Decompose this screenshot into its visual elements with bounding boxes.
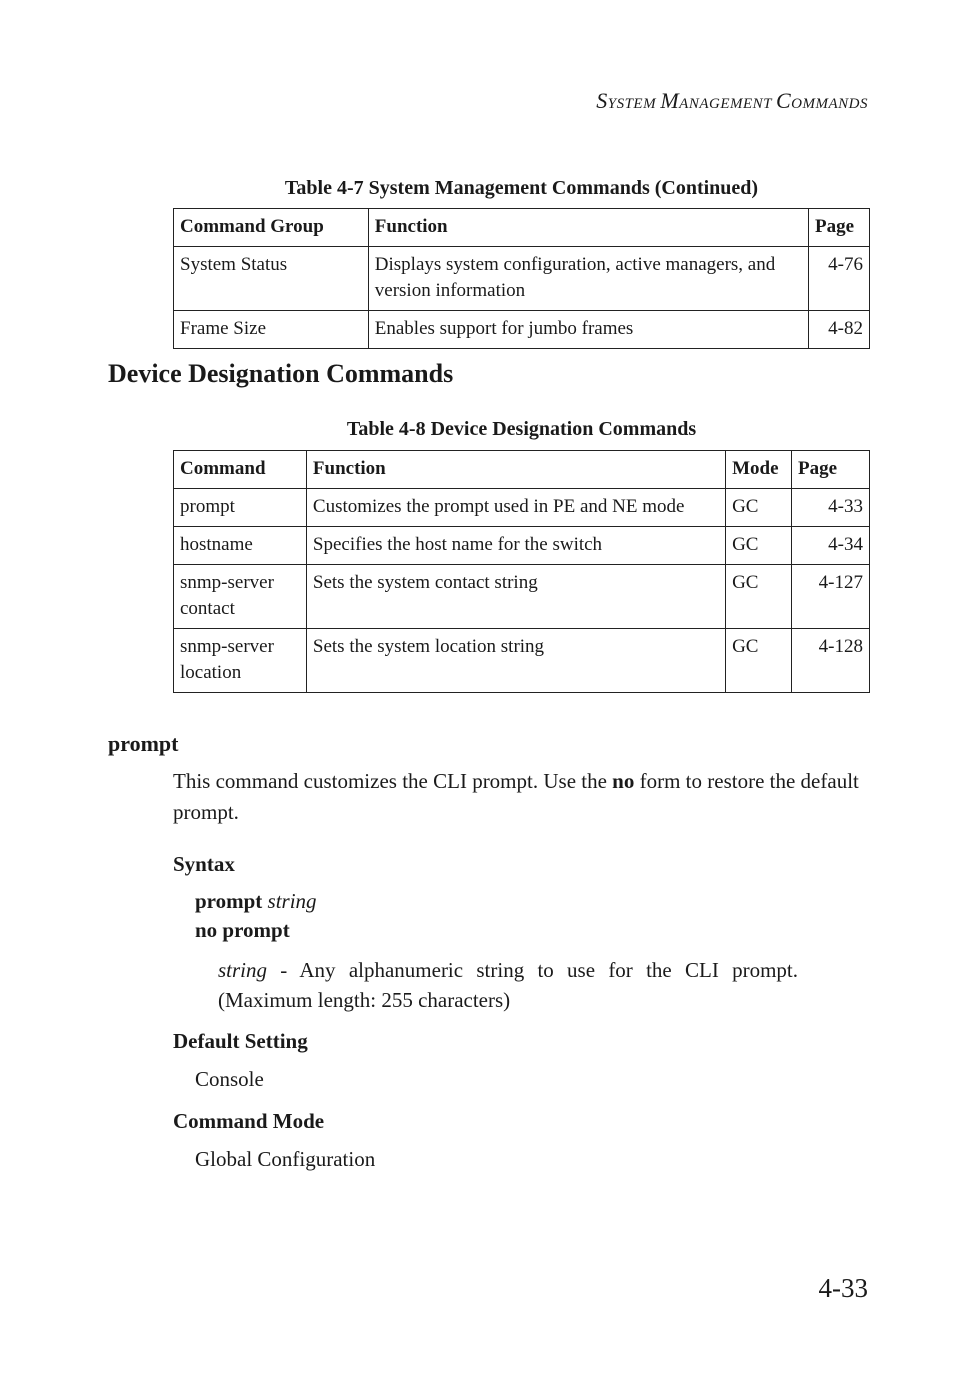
syntax-line: prompt string	[195, 889, 317, 913]
table-cell: snmp-server contact	[174, 565, 307, 629]
command-description: This command customizes the CLI prompt. Use the no form to restore the default prompt.	[173, 769, 859, 824]
table-cell: Customizes the prompt used in PE and NE mode	[306, 489, 725, 527]
table2	[173, 450, 870, 693]
table1-header-cell: Function	[368, 209, 808, 247]
table2-header-cell: Mode	[726, 451, 792, 489]
table-cell: 4-82	[809, 311, 870, 349]
default-setting-heading: Default Setting	[173, 1029, 308, 1053]
table-cell: Enables support for jumbo frames	[368, 311, 808, 349]
table-cell: Sets the system contact string	[306, 565, 725, 629]
table-cell: 4-34	[792, 527, 870, 565]
table1-caption: Table 4-7 System Management Commands (Continued)	[284, 177, 759, 199]
table-cell: snmp-server location	[174, 629, 307, 693]
table2-caption: Table 4-8 Device Designation Commands	[346, 418, 697, 440]
command-mode-value: Global Configuration	[195, 1147, 376, 1171]
table-cell: 4-127	[792, 565, 870, 629]
table-cell: Specifies the host name for the switch	[306, 527, 725, 565]
parameter-description: string - Any alphanumeric string to use for the CLI prompt. (Maximum length: 255 characters)	[218, 958, 798, 1012]
table1-header-cell: Page	[809, 209, 870, 247]
table2-header-cell: Function	[306, 451, 725, 489]
command-title: prompt	[108, 731, 179, 756]
syntax-no-line: no prompt	[195, 918, 290, 942]
table-cell: 4-76	[809, 247, 870, 311]
default-setting-value: Console	[195, 1067, 264, 1091]
command-mode-heading: Command Mode	[173, 1109, 325, 1133]
table-cell: prompt	[174, 489, 307, 527]
syntax-heading: Syntax	[173, 852, 235, 876]
table-cell: hostname	[174, 527, 307, 565]
running-header: SYSTEM MANAGEMENT COMMANDS	[596, 88, 868, 113]
table-row	[174, 527, 870, 565]
page-number: 4-33	[818, 1273, 868, 1303]
section-title: Device Designation Commands	[108, 359, 454, 388]
table-cell: Displays system configuration, active managers, and version information	[368, 247, 808, 311]
table-cell: 4-33	[792, 489, 870, 527]
table-row	[174, 311, 870, 349]
table1-header-row	[174, 209, 870, 247]
table-cell: GC	[726, 489, 792, 527]
table-cell: GC	[726, 527, 792, 565]
table2-header-cell: Command	[174, 451, 307, 489]
table2-header-cell: Page	[792, 451, 870, 489]
table-cell: System Status	[174, 247, 369, 311]
table1	[173, 208, 870, 349]
table2-header-row	[174, 451, 870, 489]
table-cell: Sets the system location string	[306, 629, 725, 693]
table-cell: GC	[726, 565, 792, 629]
table1-header-cell: Command Group	[174, 209, 369, 247]
table-cell: 4-128	[792, 629, 870, 693]
table-row	[174, 489, 870, 527]
table-row	[174, 629, 870, 693]
table-cell: GC	[726, 629, 792, 693]
table-row	[174, 247, 870, 311]
table-cell: Frame Size	[174, 311, 369, 349]
table-row	[174, 565, 870, 629]
